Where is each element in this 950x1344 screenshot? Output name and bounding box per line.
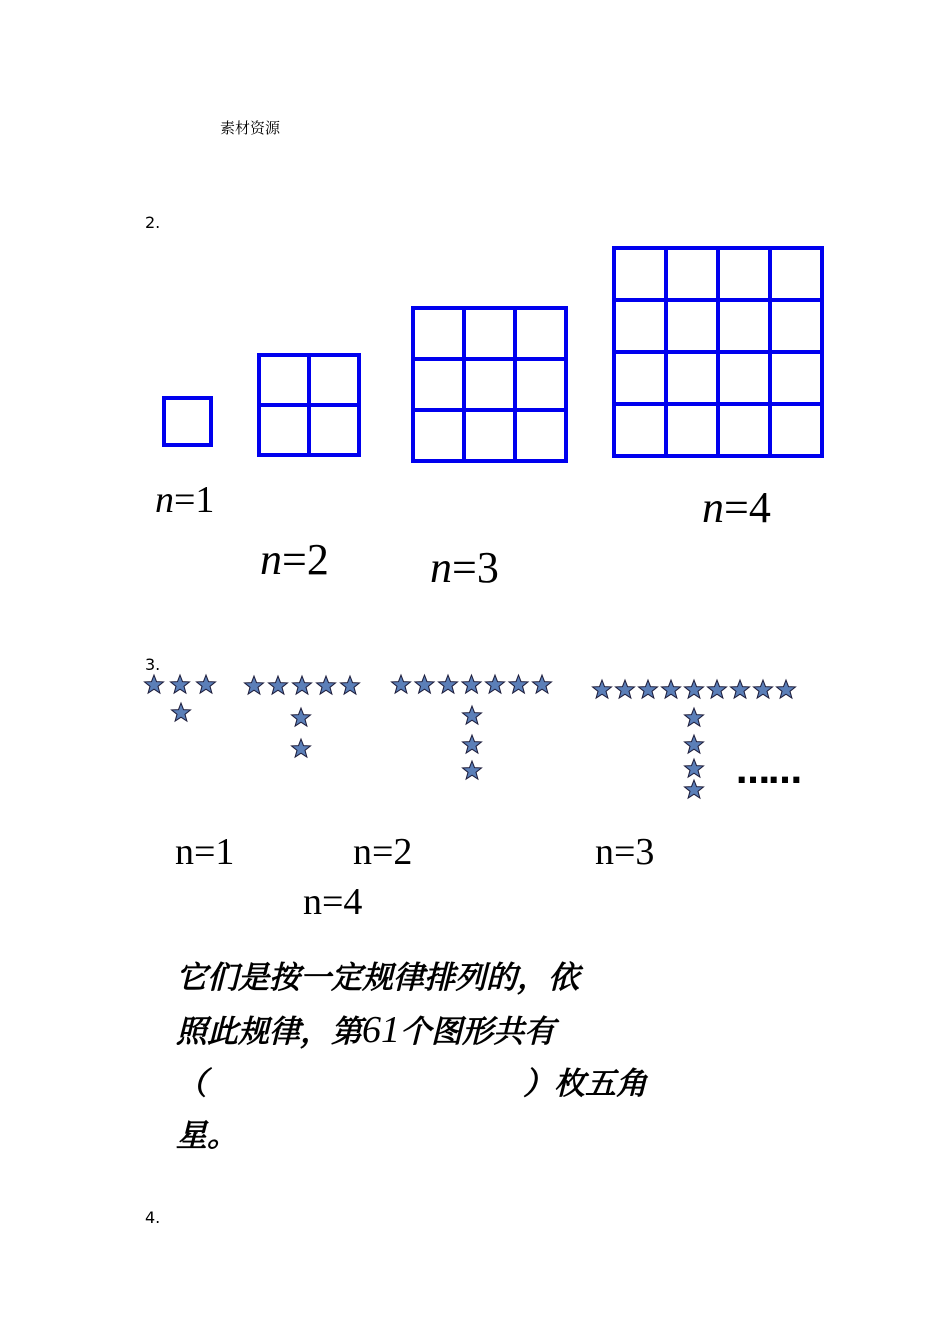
star-icon [708,680,727,698]
star-icon [685,780,704,798]
star-icon [639,680,658,698]
star-icon [662,680,681,698]
grid-cell [164,398,211,445]
star-icon [685,759,704,777]
question-line-2: 照此规律，第61个图形共有 [176,1009,555,1051]
star-icon [292,739,311,757]
star-icon [415,675,434,693]
question-line-4: 星。 [176,1118,238,1154]
grid-cell [770,300,822,352]
grid-cell [666,352,718,404]
star-icon [293,676,312,694]
grid-cell [309,405,359,455]
star-icon [341,676,360,694]
star-icon [463,735,482,753]
star-figure-n2 [245,676,360,757]
star-icon [486,675,505,693]
grid-cell [259,355,309,405]
continuation-ellipsis: …… [736,752,800,792]
star-icon [439,675,458,693]
star-icon [731,680,750,698]
grid-figure-n2 [259,355,359,455]
figure-number: 61 [362,1009,400,1051]
star-icon [509,675,528,693]
star-icon [685,680,704,698]
grid-cell [666,404,718,456]
grid-cell [718,300,770,352]
grid-figure-n1 [164,398,211,445]
grid-cell [413,359,464,410]
grid-cell [515,308,566,359]
answer-open-paren: （ [176,1066,207,1102]
star-figure-n1 [145,675,216,721]
grid-cell [309,355,359,405]
grid-cell [259,405,309,455]
grid-label-n4: n=4 [702,483,771,532]
grid-cell [464,359,515,410]
star-icon [463,761,482,779]
grid-label-n2: n=2 [260,535,329,584]
grid-cell [413,410,464,461]
question-3-number: 3. [145,655,161,674]
star-icon [392,675,411,693]
star-icon [269,676,288,694]
header-text: 素材资源 [220,119,281,137]
grid-cell [413,308,464,359]
square-grid-figures [164,248,822,461]
star-icon [463,706,482,724]
star-icon [171,675,190,693]
grid-cell [770,404,822,456]
star-figure-n3 [392,675,552,779]
star-icon [317,676,336,694]
star-label-n4: n=4 [303,881,363,923]
grid-cell [464,308,515,359]
star-icon [462,675,481,693]
grid-cell [770,352,822,404]
grid-cell [718,248,770,300]
star-label-n3: n=3 [595,831,655,873]
grid-cell [718,352,770,404]
star-icon [754,680,773,698]
grid-cell [666,248,718,300]
grid-label-n3: n=3 [430,543,499,592]
grid-cell [770,248,822,300]
question-3-text [176,952,776,1162]
star-icon [245,676,264,694]
star-icon [145,675,164,693]
star-icon [197,675,216,693]
star-icon [593,680,612,698]
grid-cell [666,300,718,352]
question-line-3: （ ）枚五角 [176,1066,647,1102]
star-pattern-figures [145,675,796,798]
question-2-number: 2. [145,213,161,232]
grid-cell [718,404,770,456]
star-label-n1: n=1 [175,831,235,873]
question-line-1: 它们是按一定规律排列的，依 [176,960,579,996]
star-icon [777,680,796,698]
star-icon [685,735,704,753]
grid-figure-n4 [614,248,822,456]
grid-cell [515,359,566,410]
grid-cell [614,352,666,404]
grid-cell [614,300,666,352]
star-icon [616,680,635,698]
grid-cell [614,404,666,456]
star-icon [292,708,311,726]
star-label-n2: n=2 [353,831,413,873]
star-icon [685,708,704,726]
star-icon [172,703,191,721]
star-icon [533,675,552,693]
grid-cell [515,410,566,461]
grid-cell [614,248,666,300]
grid-cell [464,410,515,461]
question-4-number: 4. [145,1208,161,1227]
grid-figure-n3 [413,308,566,461]
grid-label-n1: n=1 [155,479,215,521]
